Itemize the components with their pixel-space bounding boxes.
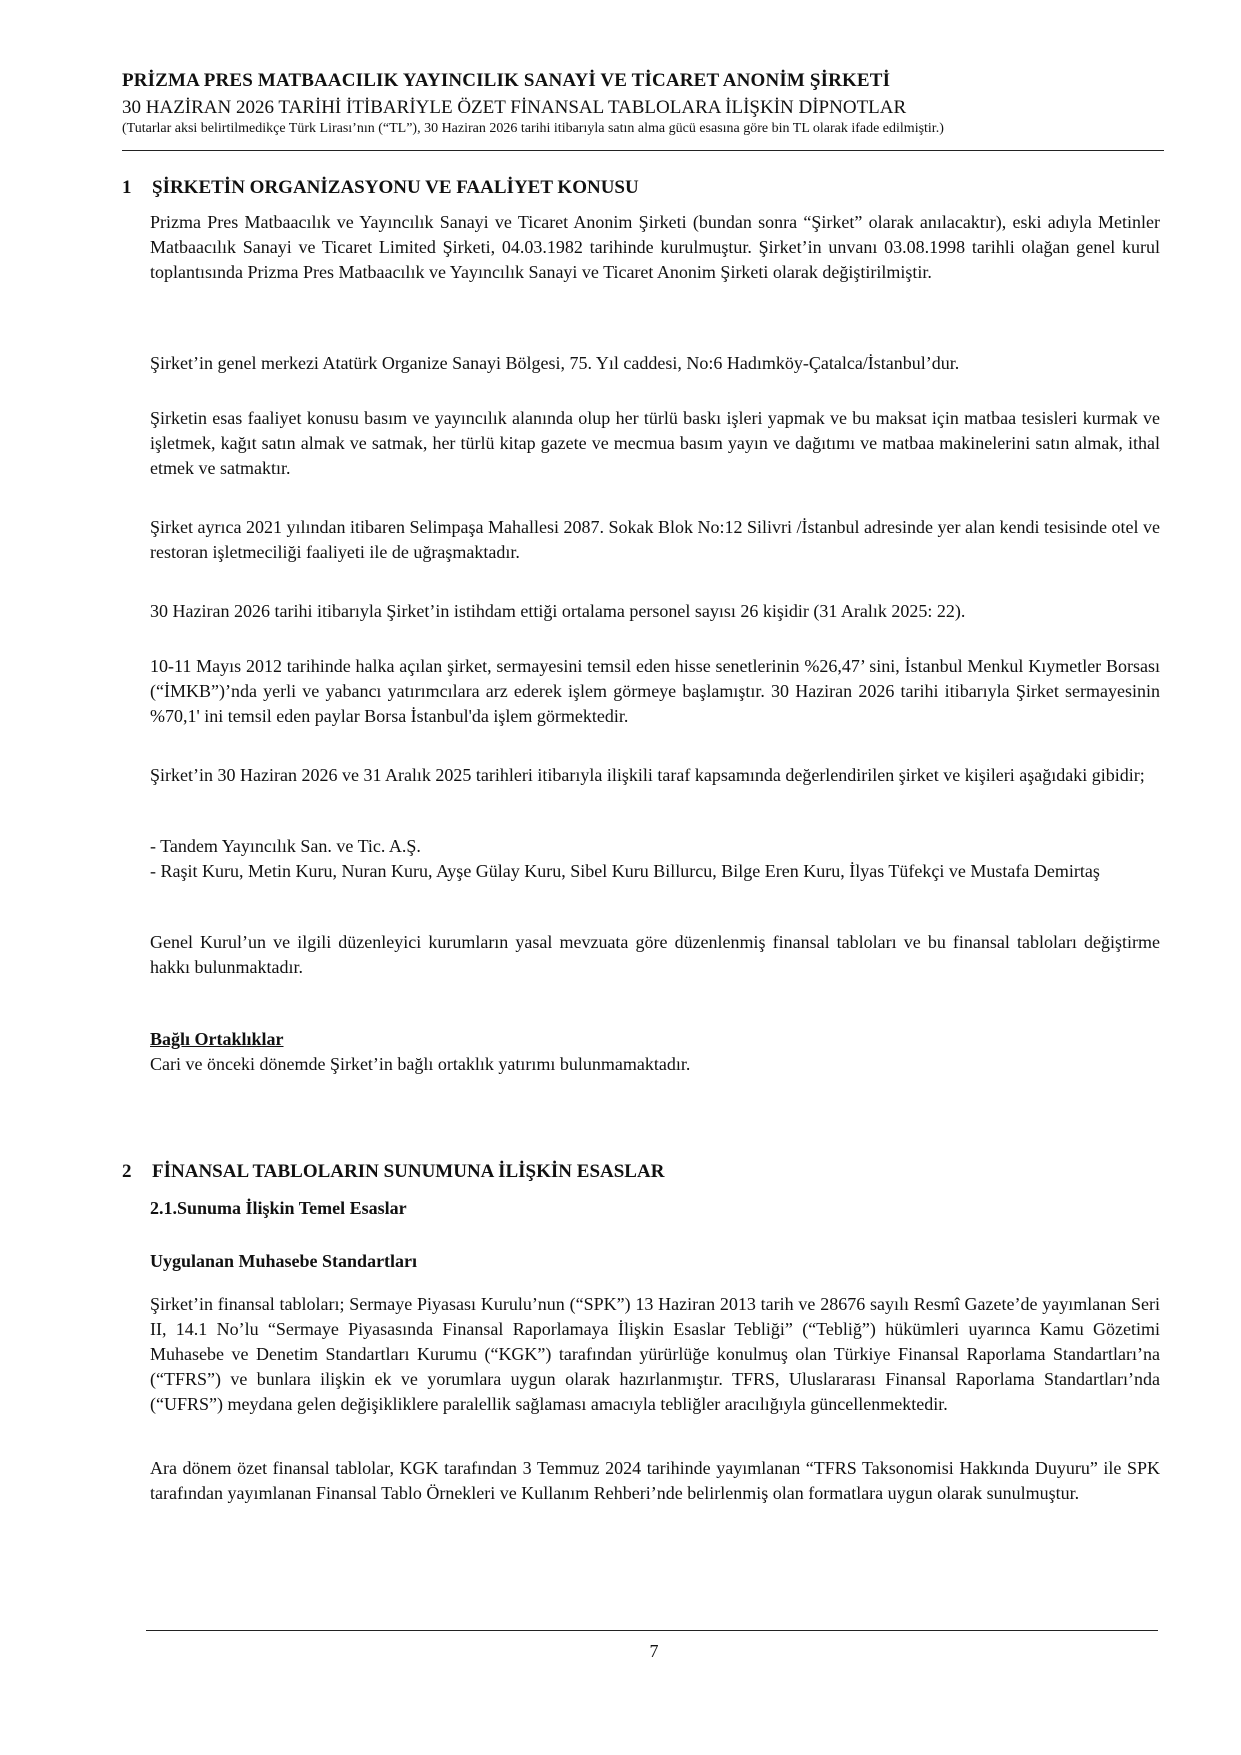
related-parties-list <box>150 834 1160 884</box>
general-assembly-paragraph: Genel Kurul’un ve ilgili düzenleyici kurumların yasal mevzuata göre düzenlenmiş finansal tabloları ve bu finansal tabloları değiştirme hakkı bulunmaktadır. <box>150 932 1160 977</box>
section-1-paragraph-6: 10-11 Mayıs 2012 tarihinde halka açılan şirket, sermayesini temsil eden hisse senetlerinin %26,47’ sini, İstanbul Menkul Kıymetler Borsası (“İMKB”)’nda yerli ve yabancı yatırımcılara arz ederek işlem görmeye başlamıştır. 30 Haziran 2026 tarihi itibarıyla Şirket sermayesinin %70,1' ini temsil eden paylar Borsa İstanbul'da işlem görmektedir. <box>150 656 1160 726</box>
header-divider <box>122 150 1164 151</box>
section-2-1-heading: 2.1.Sunuma İlişkin Temel Esaslar <box>150 1198 407 1218</box>
section-1-paragraph-4: Şirket ayrıca 2021 yılından itibaren Selimpaşa Mahallesi 2087. Sokak Blok No:12 Silivri /İstanbul adresinde yer alan kendi tesisinde otel ve restoran işletmeciliği faaliyeti ile de uğraşmaktadır. <box>150 517 1160 562</box>
section-2-title: FİNANSAL TABLOLARIN SUNUMUNA İLİŞKİN ESASLAR <box>152 1161 665 1182</box>
section-1-paragraph-7: Şirket’in 30 Haziran 2026 ve 31 Aralık 2025 tarihleri itibarıyla ilişkili taraf kapsamında değerlendirilen şirket ve kişileri aşağıdaki gibidir; <box>150 765 1145 785</box>
footer-divider <box>146 1630 1158 1631</box>
list-item: - Raşit Kuru, Metin Kuru, Nuran Kuru, Ayşe Gülay Kuru, Sibel Kuru Billurcu, Bilge Eren Kuru, İlyas Tüfekçi ve Mustafa Demirtaş <box>150 861 1100 881</box>
company-name: PRİZMA PRES MATBAACILIK YAYINCILIK SANAYİ VE TİCARET ANONİM ŞİRKETİ <box>122 70 891 91</box>
section-1-paragraph-2: Şirket’in genel merkezi Atatürk Organize Sanayi Bölgesi, 75. Yıl caddesi, No:6 Hadımköy-Çatalca/İstanbul’dur. <box>150 353 960 373</box>
standards-heading: Uygulanan Muhasebe Standartları <box>150 1251 418 1271</box>
section-1-heading <box>122 176 639 200</box>
section-1-paragraph-1: Prizma Pres Matbaacılık ve Yayıncılık Sanayi ve Ticaret Anonim Şirketi (bundan sonra “Şirket” olarak anılacaktır), eski adıyla Metinler Matbaacılık Sanayi ve Ticaret Limited Şirketi, 04.03.1982 tarihinde kurulmuştur. Şirket’in unvanı 03.08.1998 tarihli olağan genel kurul toplantısında Prizma Pres Matbaacılık ve Yayıncılık Sanayi ve Ticaret Anonim Şirketi olarak değiştirilmiştir. <box>150 212 1160 282</box>
document-subtitle: 30 HAZİRAN 2026 TARİHİ İTİBARİYLE ÖZET FİNANSAL TABLOLARA İLİŞKİN DİPNOTLAR <box>122 97 907 118</box>
page-number: 7 <box>649 1641 659 1661</box>
subsidiaries-title: Bağlı Ortaklıklar <box>150 1029 284 1049</box>
currency-note: (Tutarlar aksi belirtilmedikçe Türk Lirası’nın (“TL”), 30 Haziran 2026 tarihi itibarıyla satın alma gücü esasına göre bin TL olarak ifade edilmiştir.) <box>122 121 944 136</box>
page-header <box>122 70 1162 137</box>
section-2-paragraph-1: Şirket’in finansal tabloları; Sermaye Piyasası Kurulu’nun (“SPK”) 13 Haziran 2013 tarih ve 28676 sayılı Resmî Gazete’de yayımlanan Seri II, 14.1 No’lu “Sermaye Piyasasında Finansal Raporlamaya İlişkin Esaslar Tebliği” (“Tebliğ”) hükümleri uyarınca Kamu Gözetimi Muhasebe ve Denetim Standartları Kurumu (“KGK”) tarafından yürürlüğe konulmuş olan Türkiye Finansal Raporlama Standartları’na (“TFRS”) ve bunlara ilişkin ek ve yorumlara uygun olarak hazırlanmıştır. TFRS, Uluslararası Finansal Raporlama Standartları’nda (“UFRS”) meydana gelen değişikliklere paralellik sağlaması amacıyla tebliğler aracılığıyla güncellenmektedir. <box>150 1294 1160 1414</box>
section-2-heading <box>122 1160 664 1184</box>
section-1-number: 1 <box>122 177 132 198</box>
subsidiaries-block <box>150 1027 1160 1077</box>
section-2-number: 2 <box>122 1161 132 1182</box>
subsidiaries-text: Cari ve önceki dönemde Şirket’in bağlı ortaklık yatırımı bulunmamaktadır. <box>150 1054 691 1074</box>
section-1-title: ŞİRKETİN ORGANİZASYONU VE FAALİYET KONUSU <box>152 177 639 198</box>
section-1-paragraph-3: Şirketin esas faaliyet konusu basım ve yayıncılık alanında olup her türlü baskı işleri yapmak ve bu maksat için matbaa tesisleri kurmak ve işletmek, kağıt satın almak ve satmak, her türlü kitap gazete ve mecmua basım yayın ve dağıtımı ve matbaa makinelerini satın almak, ithal etmek ve satmaktır. <box>150 408 1160 478</box>
section-2-paragraph-2: Ara dönem özet finansal tablolar, KGK tarafından 3 Temmuz 2024 tarihinde yayımlanan “TFRS Taksonomisi Hakkında Duyuru” ile SPK tarafından yayımlanan Finansal Tablo Örnekleri ve Kullanım Rehberi’nde belirlenmiş olan formatlara uygun olarak sunulmuştur. <box>150 1458 1160 1503</box>
section-1-paragraph-5: 30 Haziran 2026 tarihi itibarıyla Şirket’in istihdam ettiği ortalama personel sayısı 26 kişidir (31 Aralık 2025: 22). <box>150 601 966 621</box>
list-item: - Tandem Yayıncılık San. ve Tic. A.Ş. <box>150 836 421 856</box>
